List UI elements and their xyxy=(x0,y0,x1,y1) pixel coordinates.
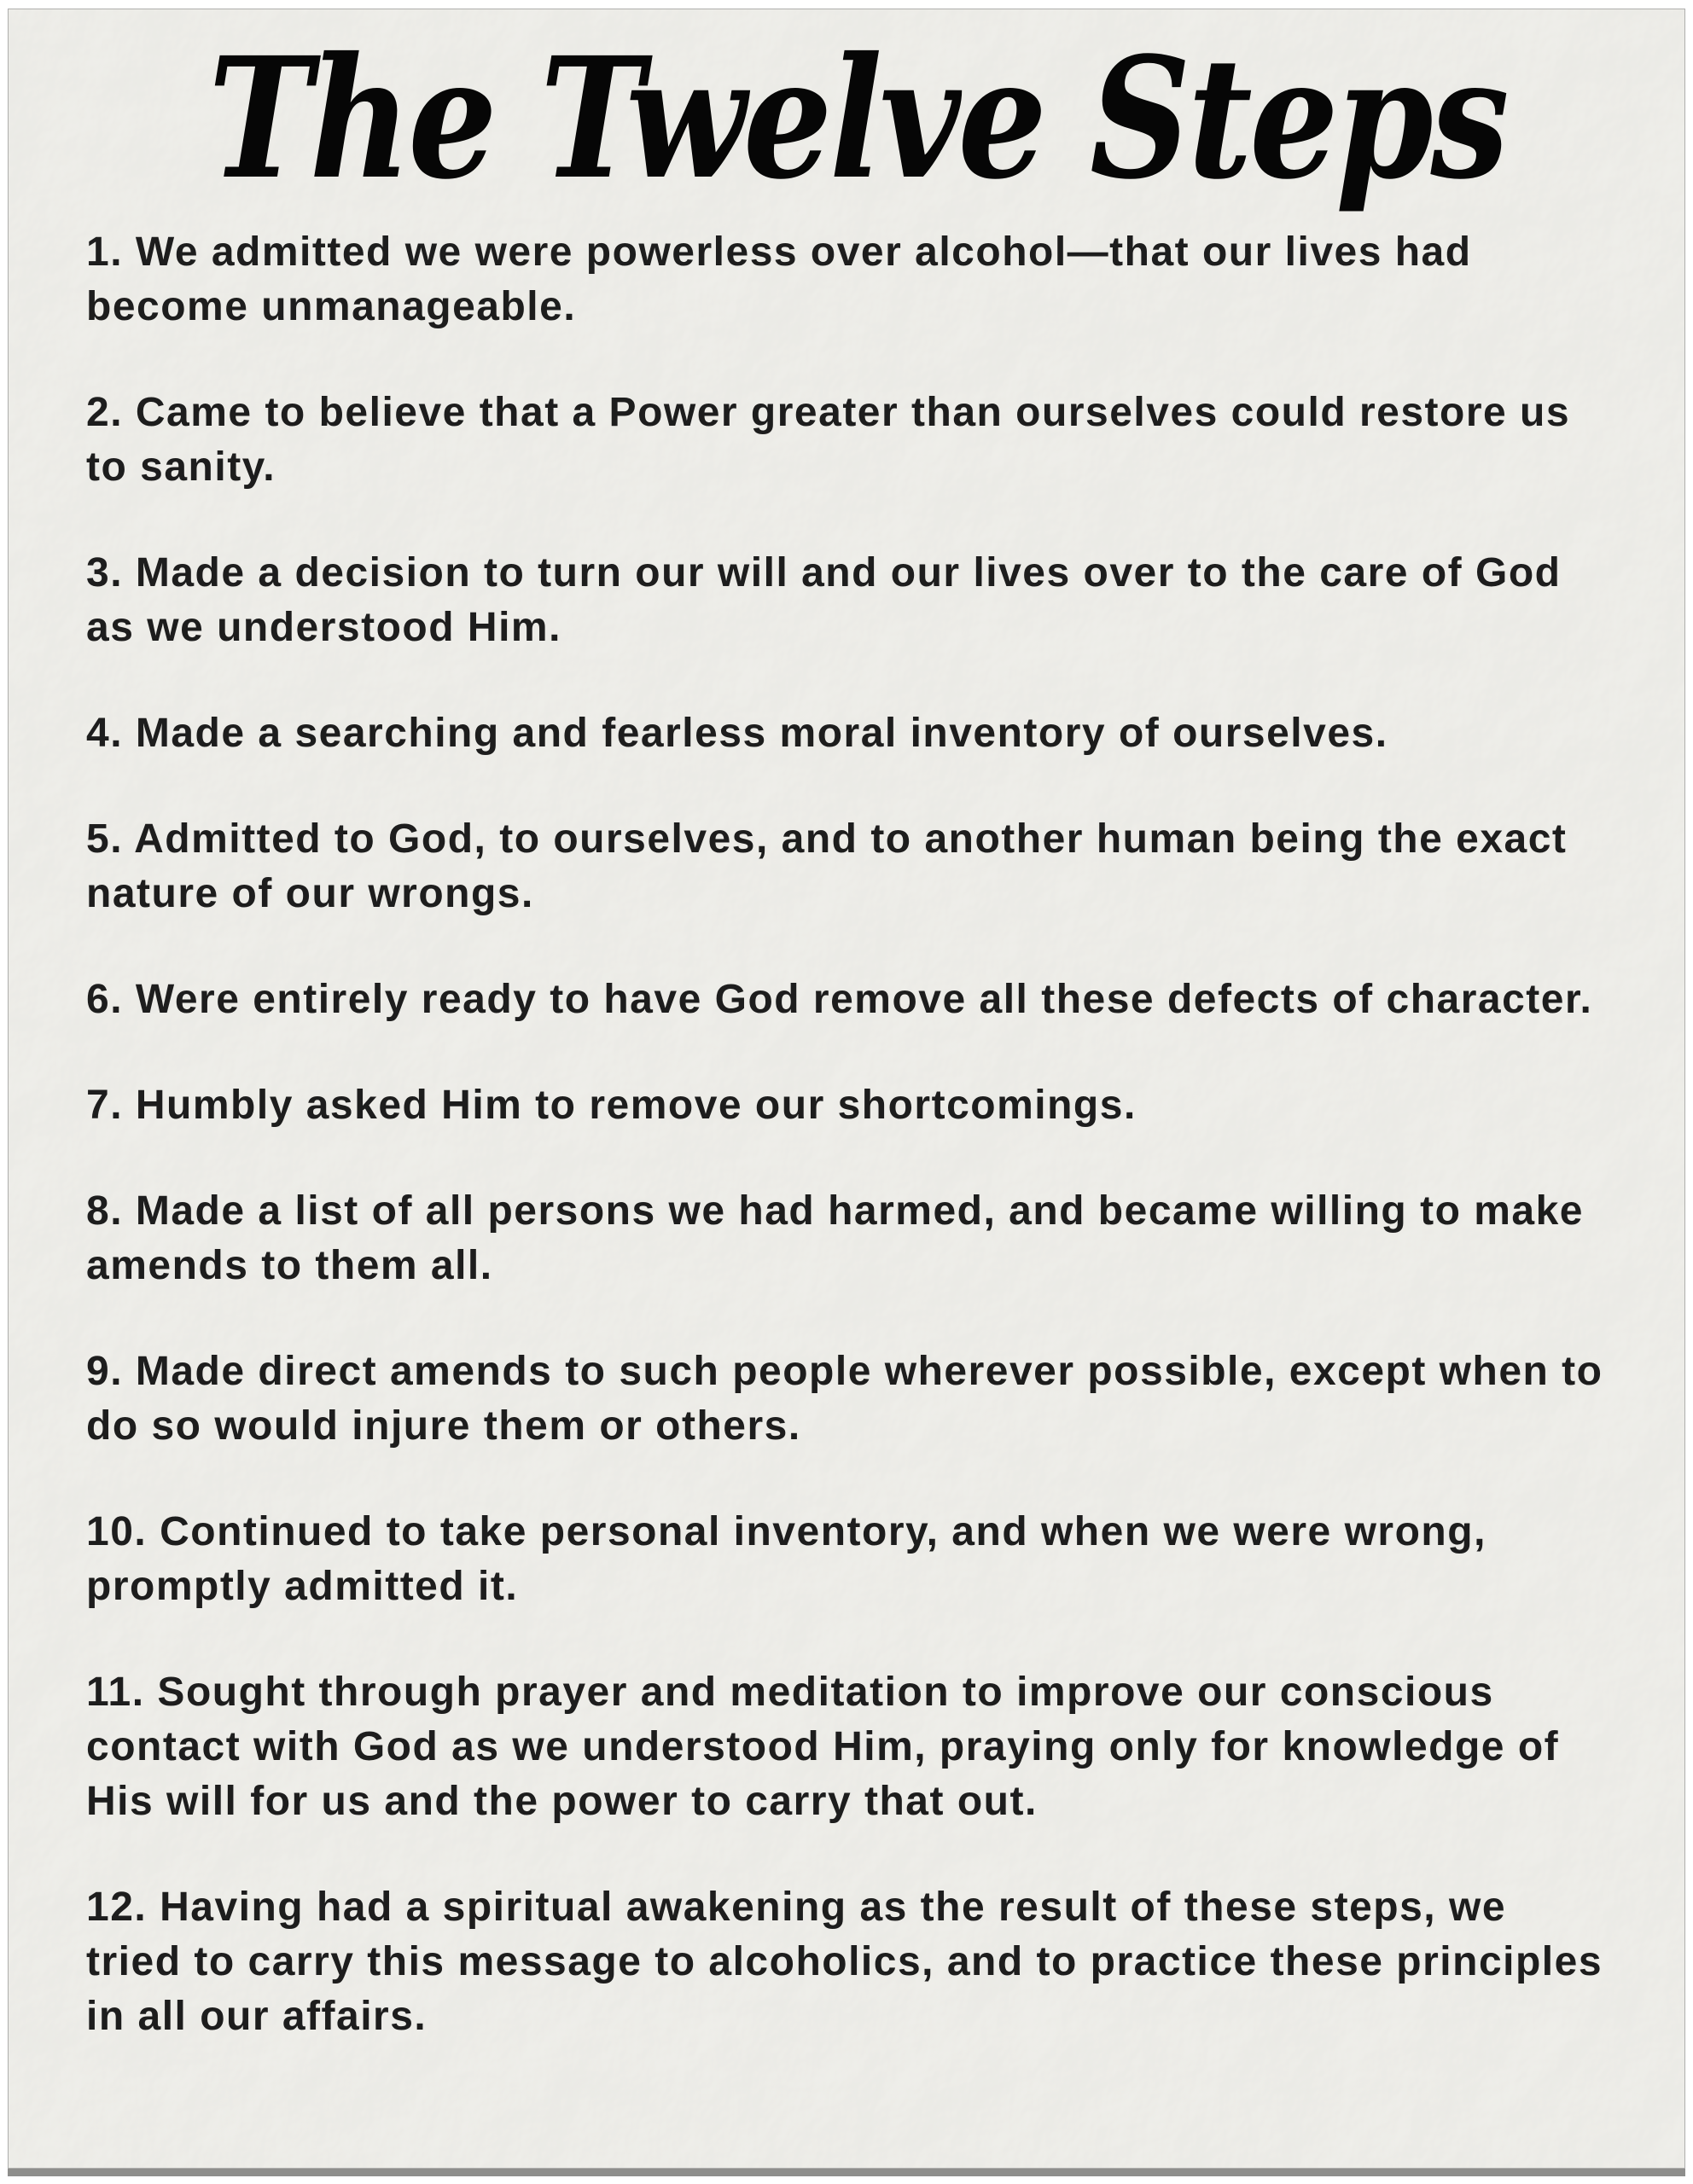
step-item-7 xyxy=(86,1078,1613,1133)
step-text: Admitted to God, to ourselves, and to another human being the exact nature of our wrongs. xyxy=(86,816,1568,916)
step-text: We admitted we were powerless over alcohol—that our lives had become unmanageable. xyxy=(86,229,1472,329)
step-text: Sought through prayer and meditation to improve our conscious contact with God as we understood Him, praying only for knowledge of His will for us and the power to carry that out. xyxy=(86,1670,1560,1824)
step-number: 6. xyxy=(86,977,124,1022)
paper-panel xyxy=(8,9,1685,2169)
step-text: Having had a spiritual awakening as the result of these steps, we tried to carry this message to alcoholics, and to practice these principles in all our affairs. xyxy=(86,1885,1603,2039)
step-item-5 xyxy=(86,812,1613,921)
step-item-8 xyxy=(86,1184,1613,1293)
step-number: 2. xyxy=(86,390,124,435)
step-number: 8. xyxy=(86,1188,124,1234)
step-number: 5. xyxy=(86,816,124,862)
step-item-11 xyxy=(86,1665,1613,1829)
step-number: 9. xyxy=(86,1349,124,1394)
step-number: 4. xyxy=(86,711,124,756)
step-item-9 xyxy=(86,1345,1613,1454)
step-text: Continued to take personal inventory, and when we were wrong, promptly admitted it. xyxy=(86,1509,1486,1609)
step-item-3 xyxy=(86,546,1613,655)
step-text: Made direct amends to such people wherever possible, except when to do so would injure them or others. xyxy=(86,1349,1603,1449)
step-number: 3. xyxy=(86,550,124,595)
page-title: The Twelve Steps xyxy=(208,20,1507,216)
step-number: 11. xyxy=(86,1670,145,1715)
step-text: Made a decision to turn our will and our lives over to the care of God as we understood Him. xyxy=(86,550,1562,650)
step-text: Humbly asked Him to remove our shortcomings. xyxy=(135,1083,1137,1128)
steps-list xyxy=(86,225,1613,2044)
step-text: Came to believe that a Power greater than ourselves could restore us to sanity. xyxy=(86,390,1571,490)
step-text: Made a searching and fearless moral inventory of ourselves. xyxy=(135,711,1388,756)
step-number: 12. xyxy=(86,1885,148,1930)
step-item-10 xyxy=(86,1505,1613,1614)
step-text: Made a list of all persons we had harmed, and became willing to make amends to them all. xyxy=(86,1188,1584,1288)
step-number: 10. xyxy=(86,1509,148,1554)
step-number: 7. xyxy=(86,1083,124,1128)
step-text: Were entirely ready to have God remove all these defects of character. xyxy=(135,977,1593,1022)
step-item-12 xyxy=(86,1880,1613,2044)
step-item-6 xyxy=(86,973,1613,1027)
step-item-1 xyxy=(86,225,1613,334)
step-item-2 xyxy=(86,386,1613,495)
poster-content xyxy=(9,9,1684,2044)
step-item-4 xyxy=(86,706,1613,761)
step-number: 1. xyxy=(86,229,124,275)
